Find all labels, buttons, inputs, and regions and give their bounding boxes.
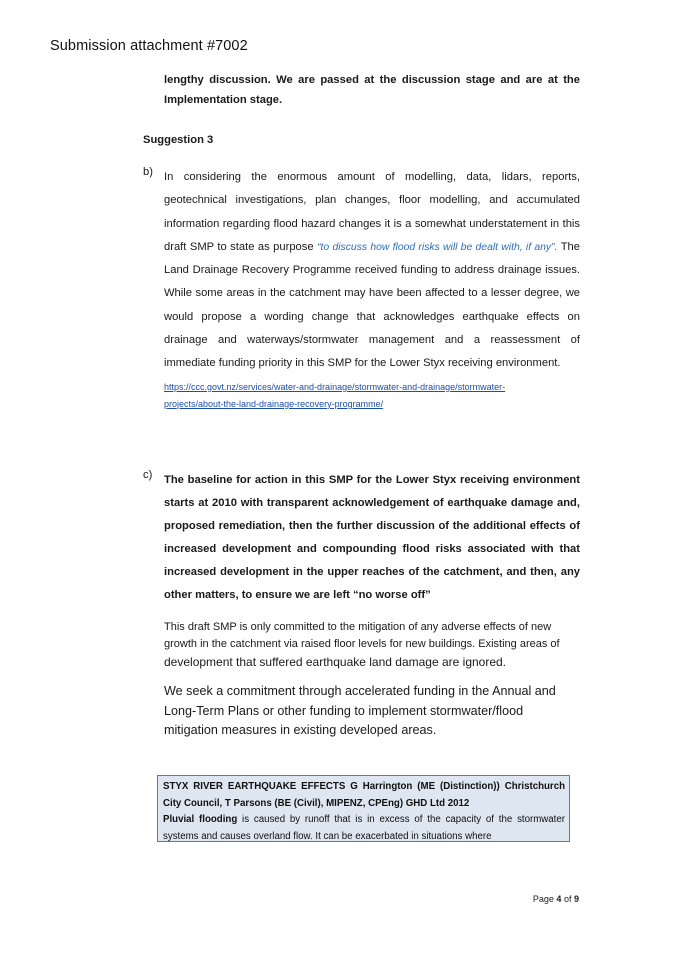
smp-commitment-note xyxy=(143,619,580,673)
list-item-b xyxy=(143,166,580,413)
report-excerpt-box xyxy=(157,775,570,842)
item-b-quote: “to discuss how flood risks will be dealt with, if any”. xyxy=(317,241,558,253)
land-drainage-link-line-2[interactable]: projects/about-the-land-drainage-recovery-programme/ xyxy=(164,398,384,409)
list-item-c xyxy=(143,469,580,607)
page-label: Page xyxy=(532,894,554,904)
item-c-paragraph: The baseline for action in this SMP for the Lower Styx receiving environment starts at 2010 with transparent acknowledgement of earthquake damage and, proposed remediation, then the further discussion of the additional effects of increased development and compounding flood risks associated with that increased development in the upper reaches of the catchment, and then, any other matters, to ensure we are left “no worse off” xyxy=(164,473,580,601)
item-b-link[interactable] xyxy=(164,379,580,413)
list-marker-b: b) xyxy=(143,166,153,178)
land-drainage-link-line-1[interactable]: https://ccc.govt.nz/services/water-and-drainage/stormwater-and-drainage/stormwater- xyxy=(164,381,506,392)
intro-paragraph: lengthy discussion. We are passed at the discussion stage and are at the Implementation stage. xyxy=(164,74,580,106)
suggestion-heading: Suggestion 3 xyxy=(143,134,214,146)
excerpt-term: Pluvial flooding xyxy=(163,814,238,825)
excerpt-heading: STYX RIVER EARTHQUAKE EFFECTS G Harrington (ME (Distinction)) Christchurch City Council, T Parsons (BE (Civil), MIPENZ, CPEng) GHD Ltd 2012 xyxy=(163,781,565,809)
total-pages: 9 xyxy=(573,894,579,904)
funding-request-note: We seek a commitment through accelerated funding in the Annual and Long-Term Plans or other funding to implement stormwater/flood mitigation measures in existing developed areas. xyxy=(164,684,556,738)
item-b-text-before: In considering the enormous amount of modelling, data, lidars, reports, geotechnical investigations, plan changes, floor modelling, and accumulated information regarding flood hazard changes it is a somewhat understatement in this draft SMP to state as purpose xyxy=(164,171,580,253)
page-number: 4 xyxy=(556,894,562,904)
excerpt-body xyxy=(163,812,565,842)
document-header-title: Submission attachment #7002 xyxy=(50,38,248,54)
item-b-paragraph xyxy=(164,166,580,376)
page-footer xyxy=(533,894,579,904)
item-b-text-after: The Land Drainage Recovery Programme received funding to address drainage issues. While some areas in the catchment may have been affected to a lesser degree, we would propose a wording change that acknowledges earthquake effects on drainage and waterways/stormwater management and a reassessment of immediate funding priority in this SMP for the Lower Styx receiving environment. xyxy=(164,240,580,370)
excerpt-text: is caused by runoff that is in excess of the capacity of the stormwater systems and causes overland flow. It can be exacerbated in situations where xyxy=(163,814,565,842)
document-body xyxy=(143,70,580,741)
list-marker-c: c) xyxy=(143,468,153,481)
smp-commitment-text: This draft SMP is only committed to the mitigation of any adverse effects of new growth in the catchment via raised floor levels for new buildings. Existing areas of xyxy=(164,620,560,651)
smp-commitment-tail: development that suffered earthquake land damage are ignored. xyxy=(164,654,507,669)
of-label: of xyxy=(563,894,572,904)
